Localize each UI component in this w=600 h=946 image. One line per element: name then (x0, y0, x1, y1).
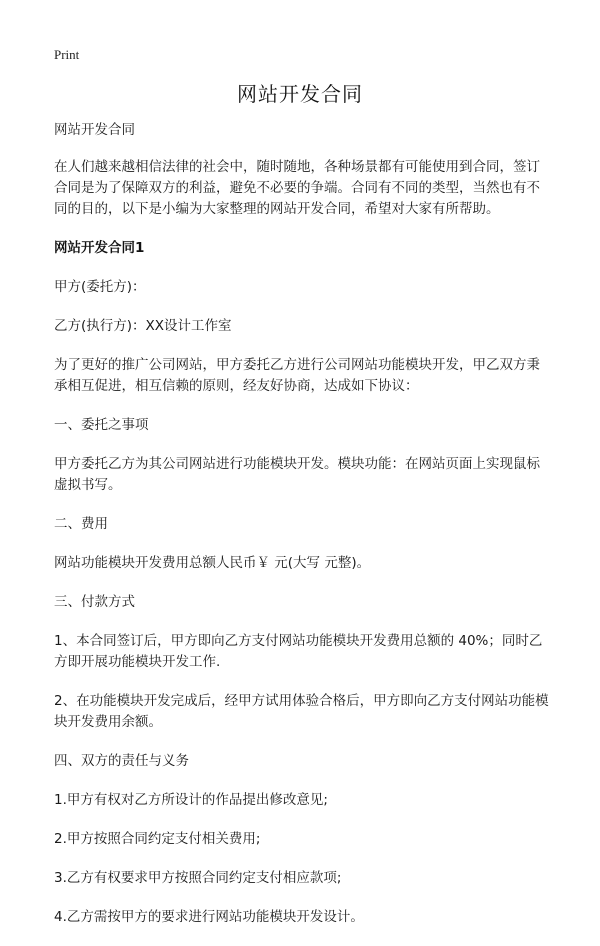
preamble-paragraph: 为了更好的推广公司网站，甲方委托乙方进行公司网站功能模块开发，甲乙双方秉承相互促进，相互信赖的原则，经友好协商，达成如下协议： (54, 357, 540, 394)
intro-paragraph: 在人们越来越相信法律的社会中，随时随地，各种场景都有可能使用到合同，签订合同是为了保障双方的利益，避免不必要的争端。合同有不同的类型，当然也有不同的目的，以下是小编为大家整理的网站开发合同，希望对大家有所帮助。 (54, 159, 540, 217)
clause-3-item-1: 1、本合同签订后，甲方即向乙方支付网站功能模块开发费用总额的 40%；同时乙方即开展功能模块开发工作. (54, 633, 543, 670)
clause-3-title: 三、付款方式 (54, 594, 135, 610)
clause-4-item-4: 4.乙方需按甲方的要求进行网站功能模块开发设计。 (54, 909, 364, 925)
print-label[interactable]: Print (54, 47, 80, 62)
party-b-line: 乙方(执行方)：XX设计工作室 (54, 318, 232, 334)
clause-1-title: 一、委托之事项 (54, 417, 149, 433)
document-subtitle: 网站开发合同 (54, 122, 135, 138)
clause-2-title: 二、费用 (54, 516, 108, 532)
clause-4-item-2: 2.甲方按照合同约定支付相关费用; (54, 831, 261, 847)
section-heading: 网站开发合同1 (54, 240, 145, 256)
document-body (54, 120, 550, 946)
clause-4-item-1: 1.甲方有权对乙方所设计的作品提出修改意见; (54, 792, 328, 808)
clause-3-item-2: 2、在功能模块开发完成后，经甲方试用体验合格后，甲方即向乙方支付网站功能模块开发费用余额。 (54, 693, 549, 730)
party-a-line: 甲方(委托方)： (54, 279, 146, 295)
clause-4-item-3: 3.乙方有权要求甲方按照合同约定支付相应款项; (54, 870, 342, 886)
clause-1-body: 甲方委托乙方为其公司网站进行功能模块开发。模块功能：在网站页面上实现鼠标虚拟书写。 (54, 456, 540, 493)
clause-2-body: 网站功能模块开发费用总额人民币￥ 元(大写 元整)。 (54, 555, 371, 571)
document-title: 网站开发合同 (237, 82, 363, 106)
clause-4-title: 四、双方的责任与义务 (54, 753, 189, 769)
